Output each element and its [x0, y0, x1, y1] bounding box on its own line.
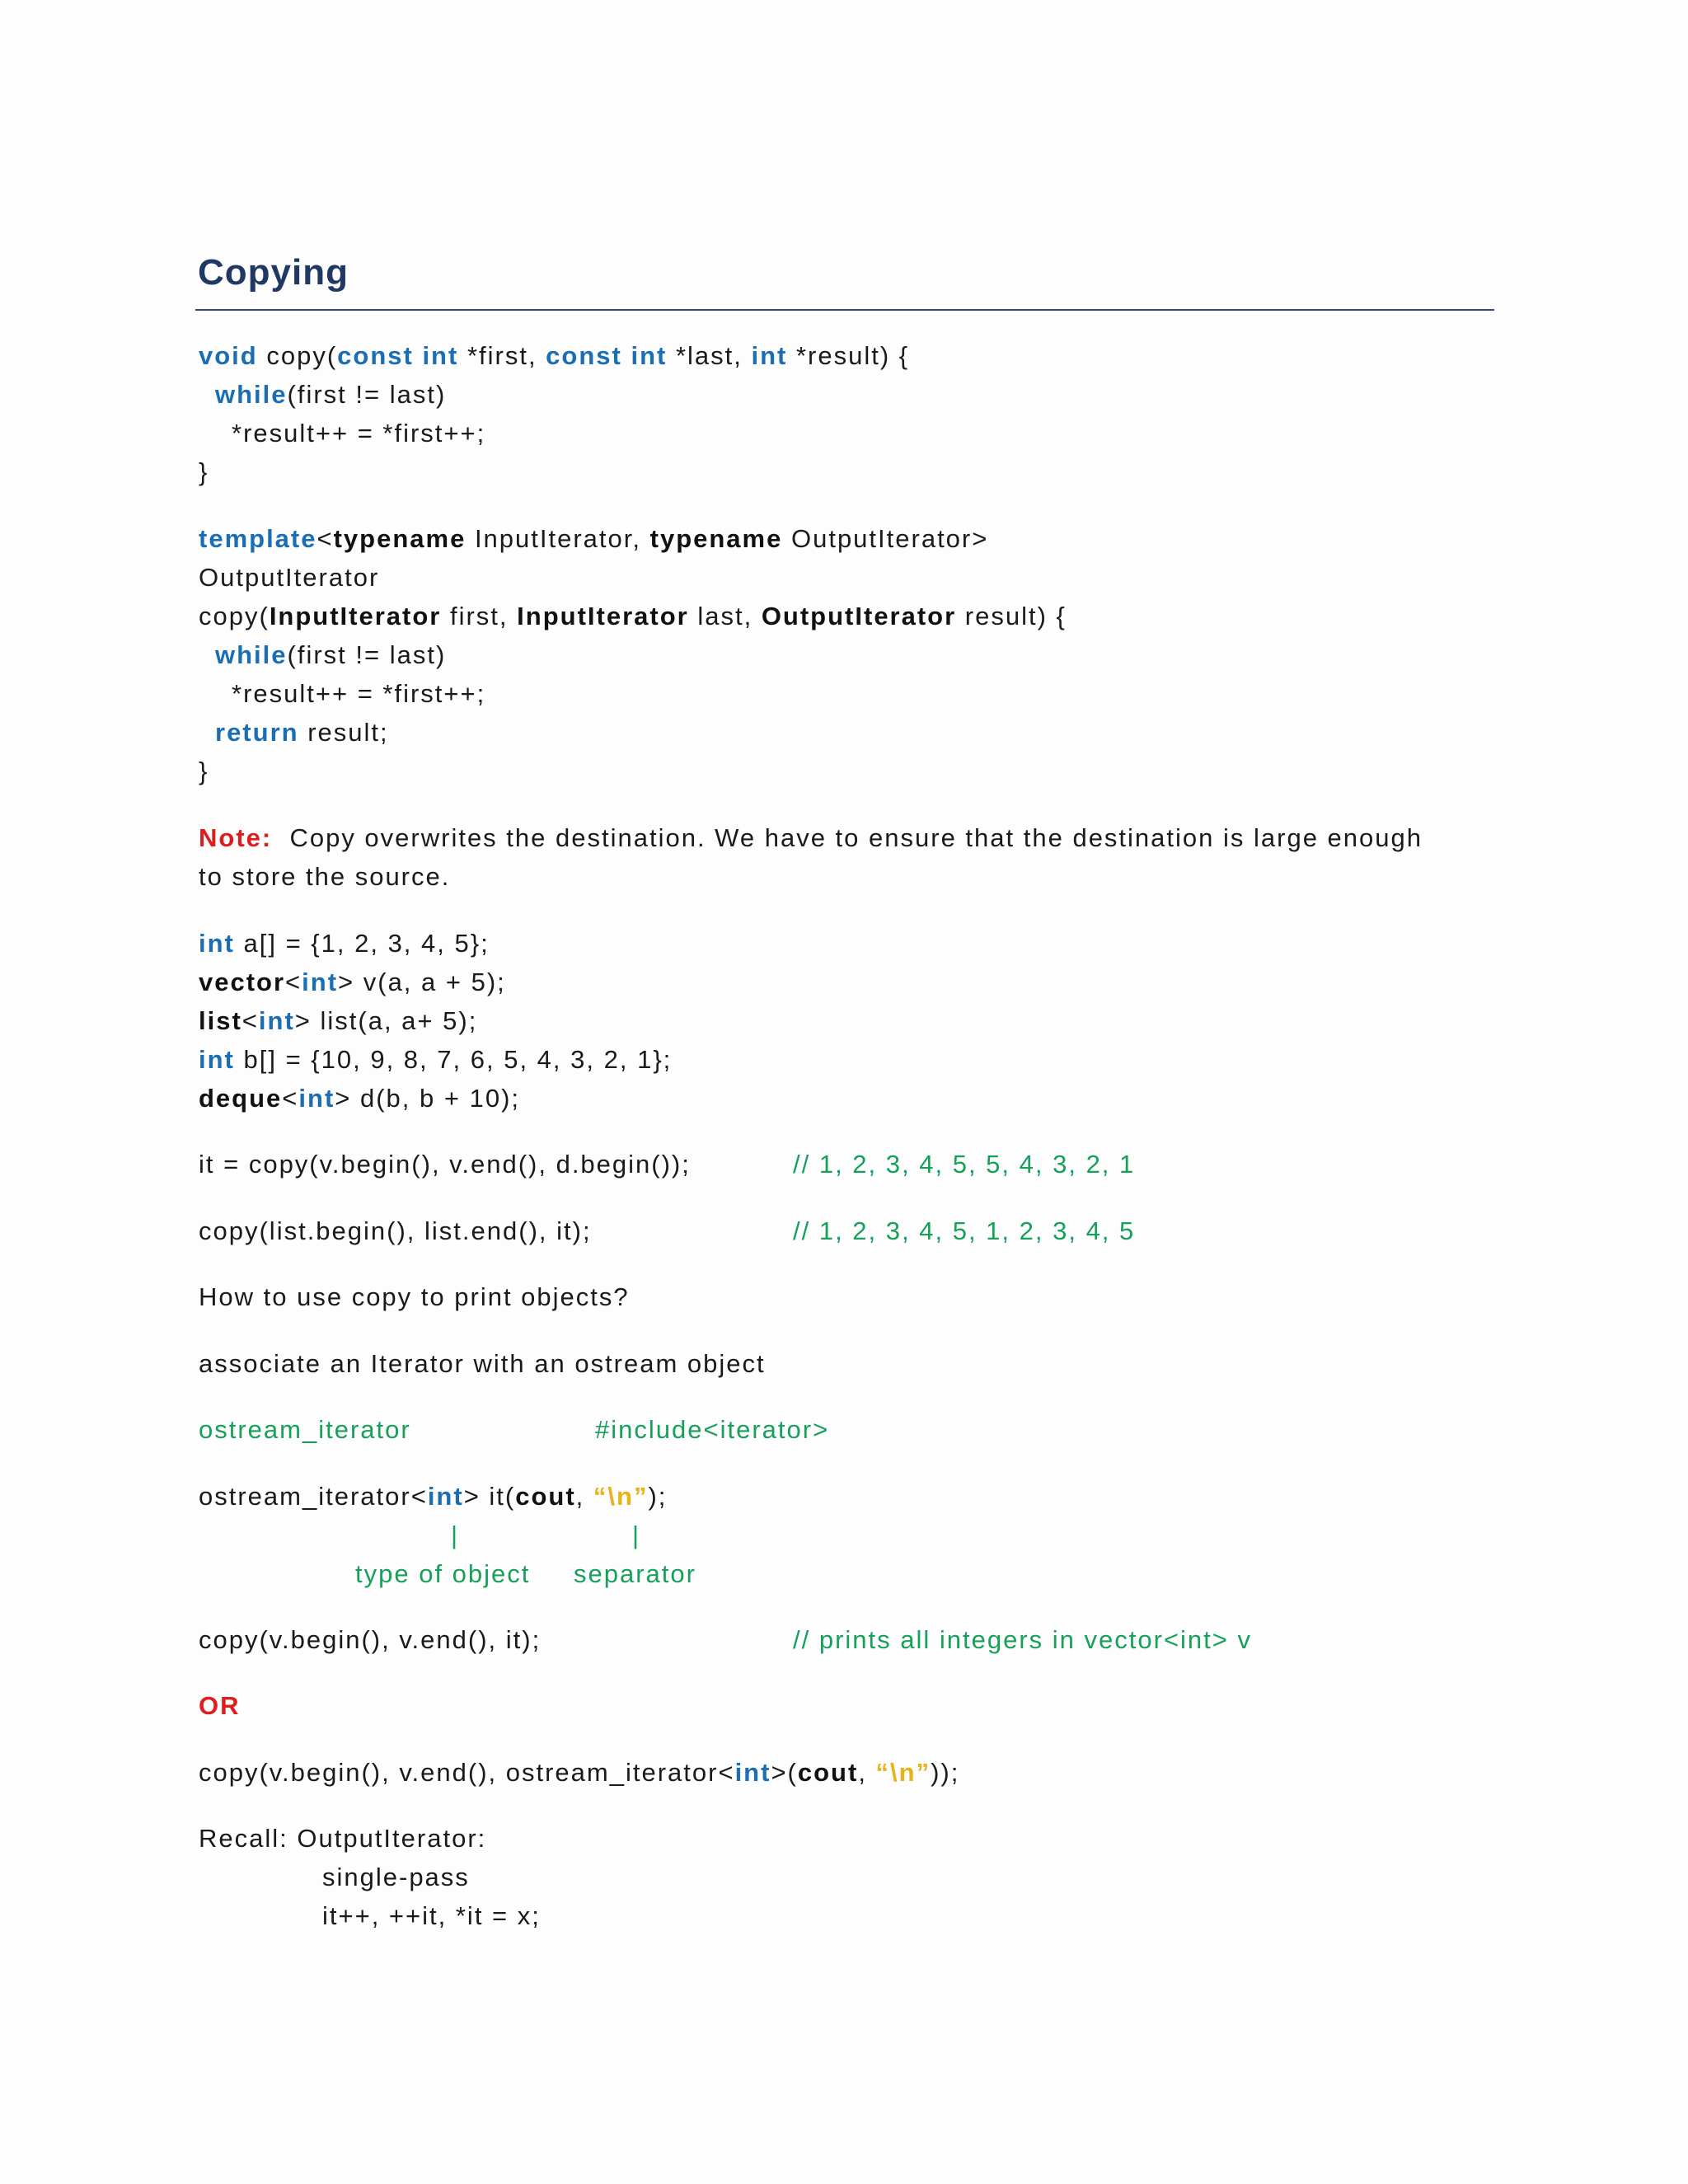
ostream-iterator-name: ostream_iterator — [199, 1415, 411, 1444]
code-text: ); — [648, 1482, 668, 1511]
code-text: copy( — [257, 341, 338, 370]
keyword: const int — [546, 341, 668, 370]
note-label: Note: — [199, 823, 273, 852]
annotation-separator-label: separator — [574, 1559, 696, 1588]
code-text: (first != last) — [287, 380, 447, 409]
code1-line1 — [199, 340, 909, 373]
code-text: > v(a, a + 5); — [338, 968, 506, 996]
keyword: void — [199, 341, 258, 370]
heading-underline — [195, 309, 1494, 311]
code2-line2: OutputIterator — [199, 563, 380, 592]
code-text: < — [316, 524, 334, 553]
keyword: const int — [337, 341, 459, 370]
code-text: copy( — [199, 602, 270, 630]
code-text: ostream_iterator< — [199, 1482, 428, 1511]
print-example-comment: // prints all integers in vector<int> v — [793, 1625, 1253, 1654]
keyword: int — [734, 1758, 771, 1787]
code1-line3: *result++ = *first++; — [232, 419, 486, 448]
code-text: *first, — [458, 341, 546, 370]
code-text: >( — [771, 1758, 798, 1787]
keyword: template — [199, 524, 317, 553]
annotation-type-label: type of object — [355, 1559, 531, 1588]
question-text: How to use copy to print objects? — [199, 1282, 630, 1311]
string-literal: “\n” — [593, 1482, 649, 1511]
code-text: > list(a, a+ 5); — [294, 1006, 478, 1035]
code-text: b[] = {10, 9, 8, 7, 6, 5, 4, 3, 2, 1}; — [234, 1045, 673, 1074]
section-heading: Copying — [198, 252, 349, 293]
code-text: *last, — [667, 341, 752, 370]
keyword: int — [751, 341, 788, 370]
keyword: while — [215, 640, 288, 669]
code-text: > it( — [463, 1482, 516, 1511]
type-bold: vector — [199, 968, 286, 996]
code2-line5: *result++ = *first++; — [232, 679, 486, 708]
code1-line4: } — [199, 457, 209, 486]
code-text: , — [575, 1482, 593, 1511]
copy-example-2-comment: // 1, 2, 3, 4, 5, 1, 2, 3, 4, 5 — [793, 1216, 1136, 1245]
keyword: int — [258, 1006, 295, 1035]
associate-text: associate an Iterator with an ostream object — [199, 1349, 766, 1378]
code-text: (first != last) — [287, 640, 447, 669]
ostream-declaration — [199, 1480, 667, 1513]
code2-line3 — [199, 600, 1067, 633]
type-bold: InputIterator — [269, 602, 442, 630]
code-text: OutputIterator> — [782, 524, 989, 553]
recall-item-1: single-pass — [322, 1863, 470, 1891]
cout-bold: cout — [515, 1482, 576, 1511]
type-bold: deque — [199, 1084, 283, 1113]
code2-line6 — [215, 716, 389, 749]
note-line2: to store the source. — [199, 862, 451, 891]
code-text: last, — [688, 602, 762, 630]
code2-line4 — [215, 639, 446, 672]
code2-line1 — [199, 523, 988, 555]
keyword-bold: typename — [649, 524, 783, 553]
type-bold: InputIterator — [517, 602, 689, 630]
code-text: )); — [931, 1758, 960, 1787]
code-text: , — [858, 1758, 876, 1787]
inline-copy-example — [199, 1756, 959, 1789]
string-literal: “\n” — [875, 1758, 931, 1787]
annotation-bar-separator: | — [632, 1521, 641, 1549]
code-text: *result) { — [787, 341, 910, 370]
note-text: Copy overwrites the destination. We have to ensure that the destination is large enough — [272, 823, 1423, 852]
code-text: a[] = {1, 2, 3, 4, 5}; — [234, 929, 490, 958]
include-directive: #include<iterator> — [595, 1415, 830, 1444]
decl-line4 — [199, 1043, 672, 1076]
keyword: int — [302, 968, 339, 996]
recall-title: Recall: OutputIterator: — [199, 1824, 487, 1853]
code-text: > d(b, b + 10); — [335, 1084, 521, 1113]
code-text: < — [282, 1084, 299, 1113]
code-text: < — [285, 968, 302, 996]
keyword: while — [215, 380, 288, 409]
keyword-bold: typename — [333, 524, 467, 553]
keyword: int — [199, 1045, 235, 1074]
type-bold: list — [199, 1006, 242, 1035]
code1-line2 — [215, 378, 446, 411]
decl-line3 — [199, 1005, 477, 1038]
or-label: OR — [199, 1691, 241, 1720]
code-text: result; — [298, 718, 389, 747]
print-example: copy(v.begin(), v.end(), it); — [199, 1625, 542, 1654]
keyword: int — [427, 1482, 464, 1511]
keyword: int — [199, 929, 235, 958]
copy-example-1-comment: // 1, 2, 3, 4, 5, 5, 4, 3, 2, 1 — [793, 1150, 1136, 1179]
decl-line5 — [199, 1082, 520, 1115]
code-text: first, — [441, 602, 518, 630]
code-text: InputIterator, — [466, 524, 650, 553]
note-line1 — [199, 822, 1423, 855]
keyword: return — [215, 718, 299, 747]
annotation-bar-type: | — [451, 1521, 460, 1549]
copy-example-1: it = copy(v.begin(), v.end(), d.begin()); — [199, 1150, 691, 1179]
decl-line2 — [199, 966, 506, 999]
code-text: < — [241, 1006, 259, 1035]
decl-line1 — [199, 927, 490, 960]
type-bold: OutputIterator — [761, 602, 957, 630]
keyword: int — [298, 1084, 335, 1113]
recall-item-2: it++, ++it, *it = x; — [322, 1901, 541, 1930]
code-text: copy(v.begin(), v.end(), ostream_iterator< — [199, 1758, 735, 1787]
copy-example-2: copy(list.begin(), list.end(), it); — [199, 1216, 592, 1245]
code-text: result) { — [956, 602, 1067, 630]
cout-bold: cout — [797, 1758, 859, 1787]
code2-line7: } — [199, 757, 209, 785]
